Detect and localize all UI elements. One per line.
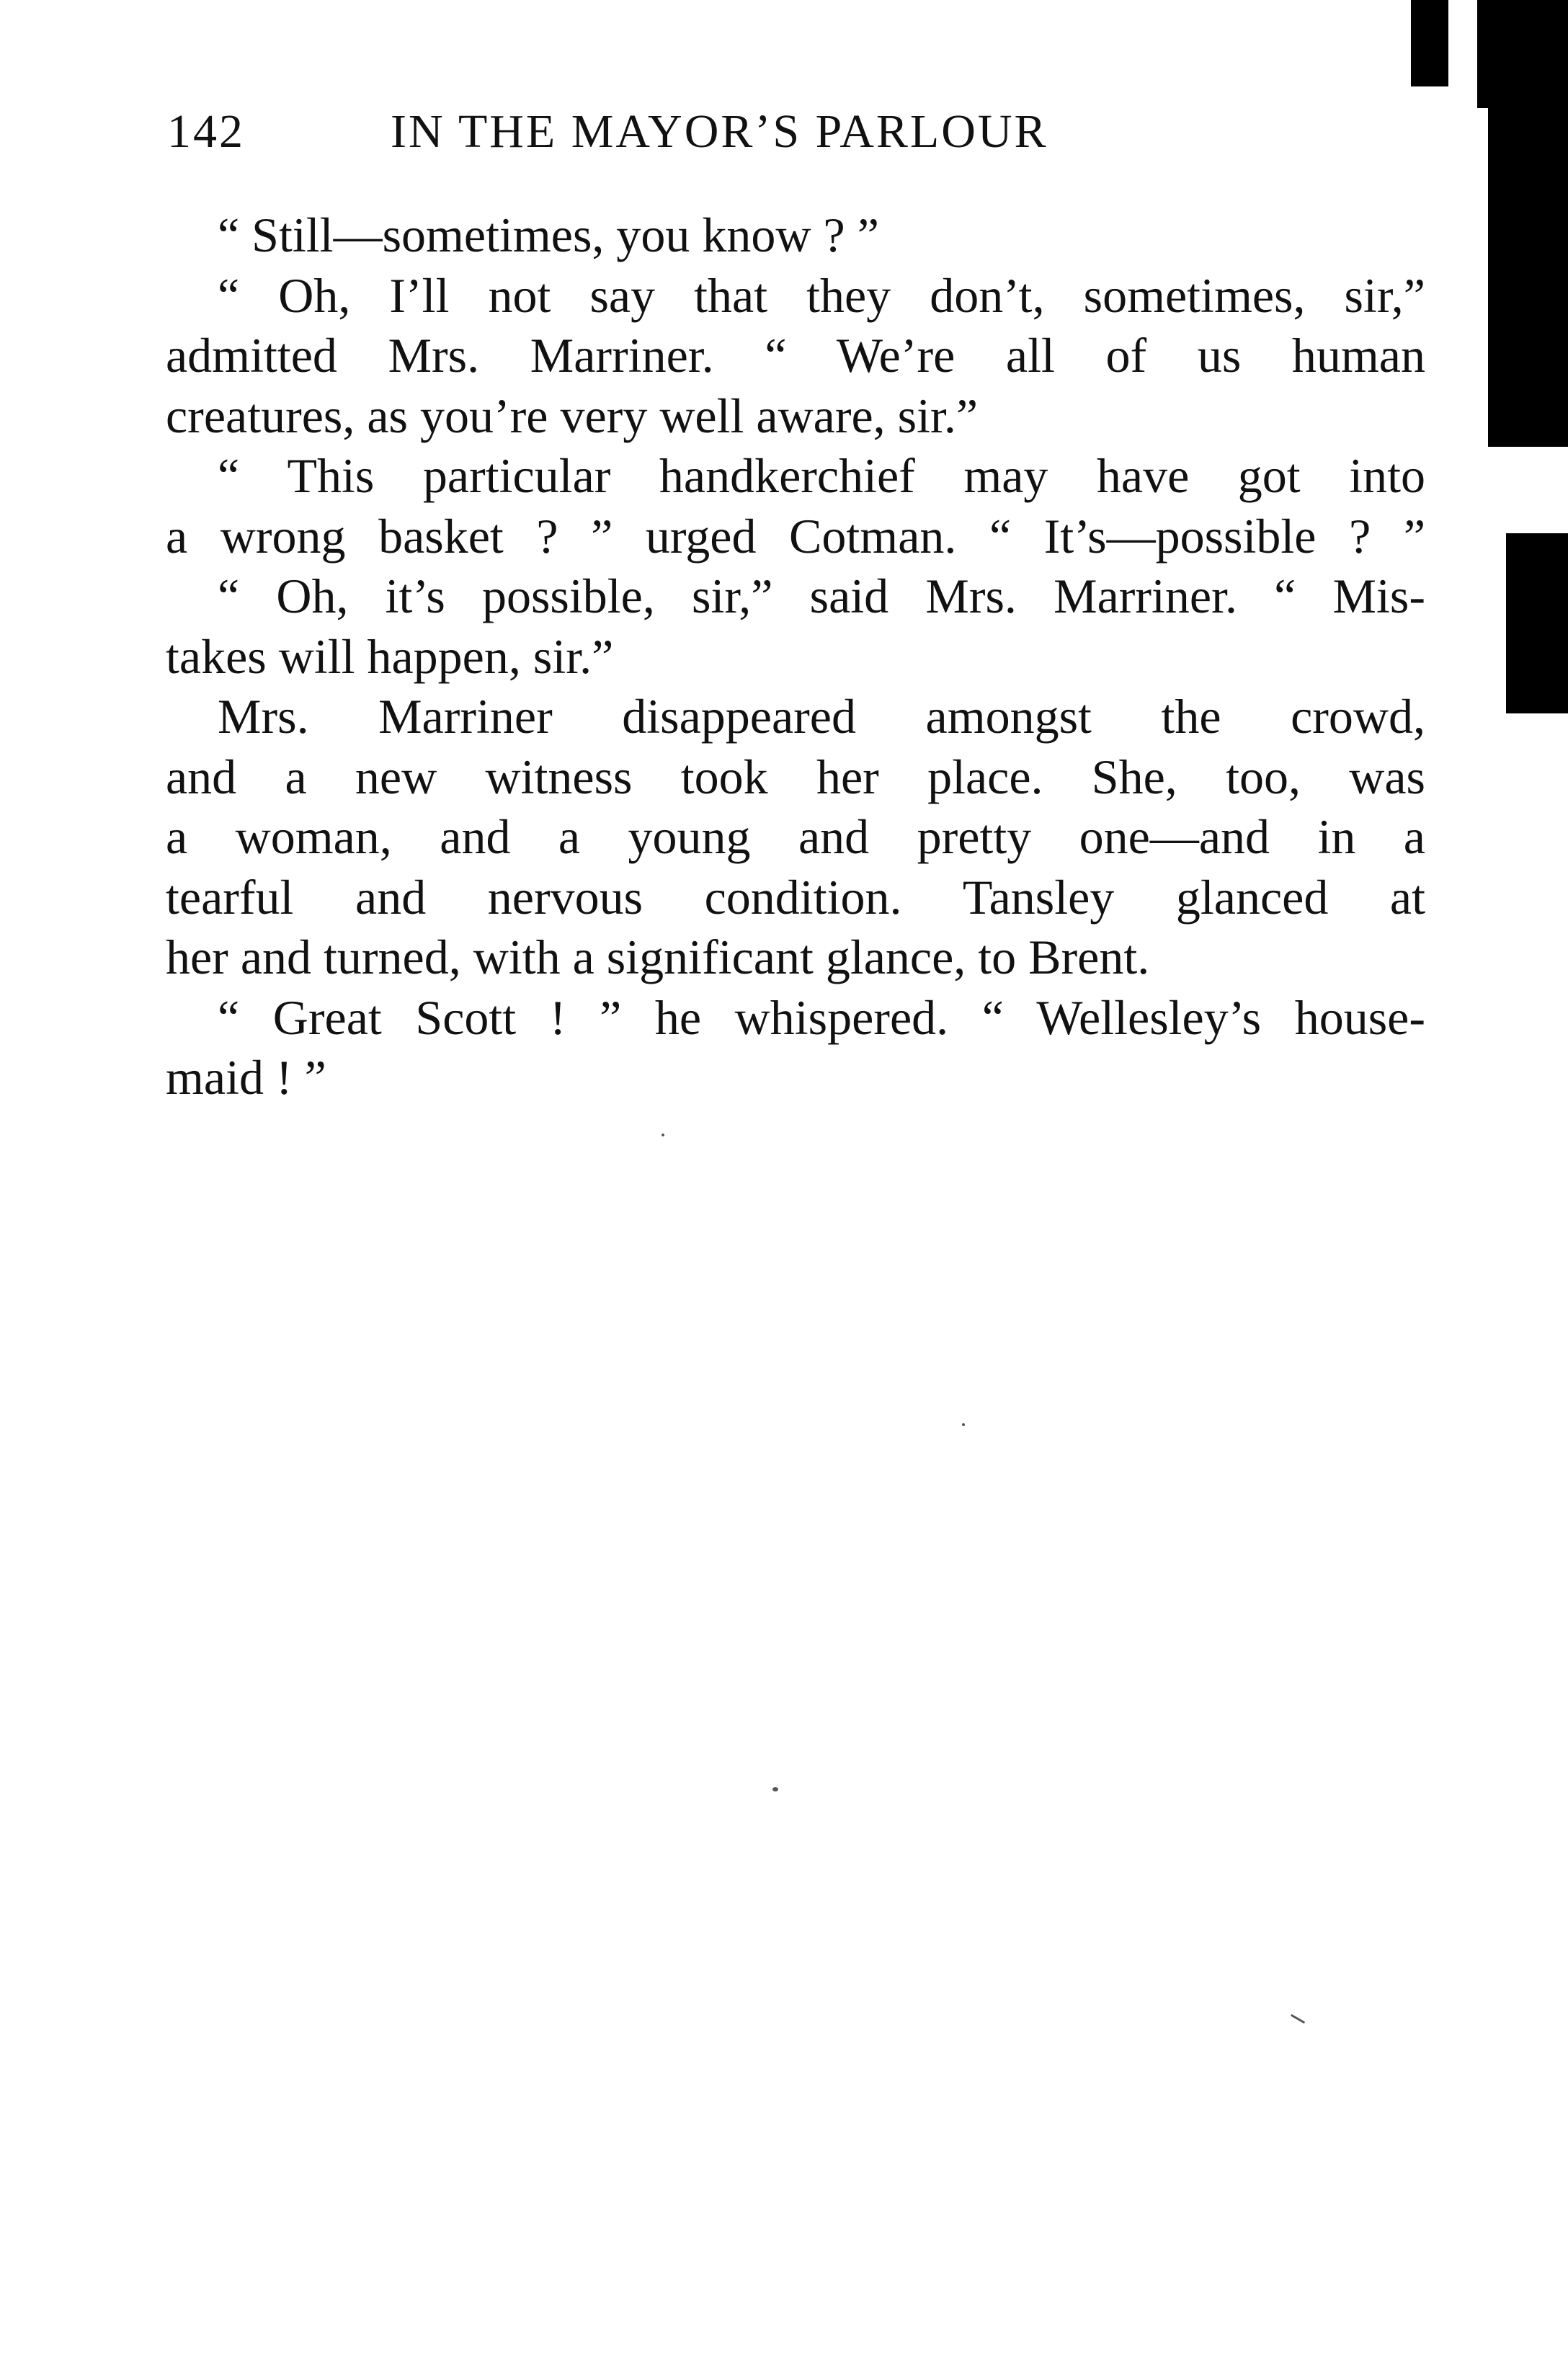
scan-edge-shadow bbox=[1506, 533, 1568, 713]
scan-speck bbox=[1291, 2014, 1306, 2024]
scan-speck bbox=[962, 1423, 965, 1426]
text-line: tearful and nervous condition. Tansley glanced at bbox=[166, 869, 1425, 925]
text-line: maid ! ” bbox=[166, 1050, 326, 1105]
scan-edge-shadow bbox=[1488, 101, 1568, 447]
page-number: 142 bbox=[167, 105, 245, 158]
text-line: “ This particular handkerchief may have got into bbox=[218, 448, 1425, 503]
running-title: IN THE MAYOR’S PARLOUR bbox=[391, 105, 1048, 158]
text-line: and a new witness took her place. She, too, was bbox=[166, 749, 1425, 804]
text-line: her and turned, with a significant glance, to Brent. bbox=[166, 930, 1150, 984]
text-line: admitted Mrs. Marriner. “ We’re all of us human bbox=[166, 328, 1425, 383]
text-line: creatures, as you’re very well aware, sir.” bbox=[166, 388, 979, 443]
text-line: a woman, and a young and pretty one—and in a bbox=[166, 809, 1425, 864]
text-line: a wrong basket ? ” urged Cotman. “ It’s—possible ? ” bbox=[166, 508, 1425, 564]
text-line: “ Oh, it’s possible, sir,” said Mrs. Marriner. “ Mis- bbox=[218, 569, 1425, 623]
running-header bbox=[167, 104, 1421, 162]
scan-speck bbox=[662, 1134, 664, 1136]
text-line: “ Oh, I’ll not say that they don’t, sometimes, sir,” bbox=[218, 267, 1425, 323]
scan-edge-shadow bbox=[1477, 0, 1568, 108]
body-text bbox=[166, 205, 1425, 1108]
text-line: Mrs. Marriner disappeared amongst the crowd, bbox=[218, 689, 1425, 744]
text-line: takes will happen, sir.” bbox=[166, 628, 614, 684]
scan-edge-shadow bbox=[1411, 0, 1448, 86]
scan-speck bbox=[772, 1787, 778, 1791]
text-line: “ Still—sometimes, you know ? ” bbox=[218, 208, 879, 262]
text-line: “ Great Scott ! ” he whispered. “ Wellesley’s house- bbox=[218, 989, 1425, 1045]
